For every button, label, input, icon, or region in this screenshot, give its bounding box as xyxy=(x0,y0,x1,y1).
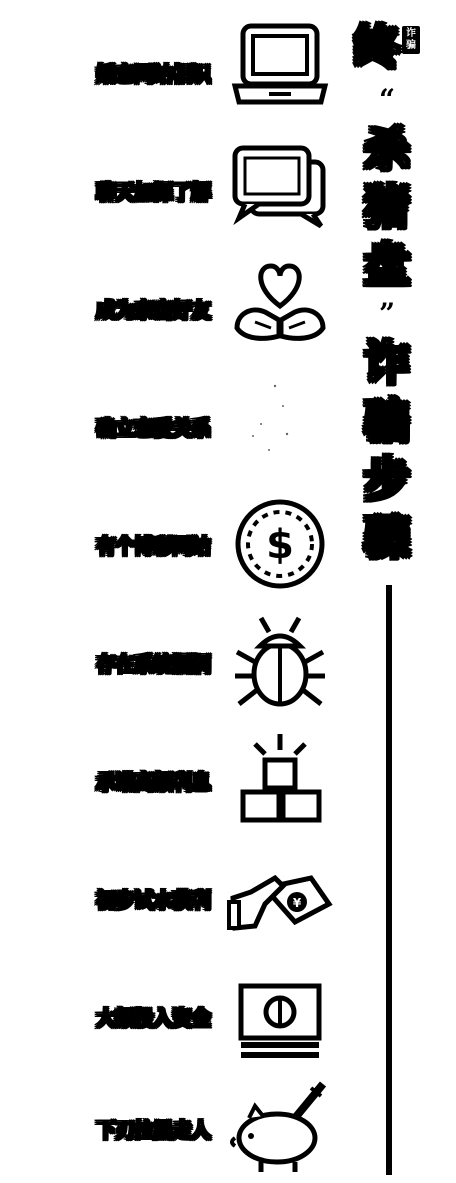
dollar-coin-icon xyxy=(225,494,335,594)
step-label: 成为亲密好友 xyxy=(96,298,210,322)
step-2 xyxy=(0,140,340,240)
step-9 xyxy=(0,966,340,1066)
title-char: 步 xyxy=(364,452,410,506)
vertical-title xyxy=(352,18,422,566)
chat-bubbles-icon xyxy=(225,140,335,240)
step-3 xyxy=(0,258,340,358)
step-7 xyxy=(0,730,340,830)
step-5 xyxy=(0,494,340,594)
laptop-icon xyxy=(225,22,335,122)
step-label: 承诺高额利息 xyxy=(96,770,210,794)
svg-text:$: $ xyxy=(266,522,294,568)
step-8 xyxy=(0,848,340,948)
step-label: 下刃拉黑走人 xyxy=(96,1118,210,1142)
cash-stack-icon xyxy=(225,966,335,1066)
money-hand-icon xyxy=(225,848,335,948)
open-quote: “ xyxy=(378,83,396,116)
title-tag: 诈骗 xyxy=(402,26,420,54)
step-4 xyxy=(0,376,340,476)
heart-hands-icon xyxy=(225,258,335,358)
vertical-divider xyxy=(386,585,392,1175)
piggy-bank-icon xyxy=(225,1078,335,1178)
close-quote: ” xyxy=(378,297,396,330)
step-6 xyxy=(0,612,340,712)
step-label: 确立恋爱关系 xyxy=(96,416,210,440)
title-char: 终 xyxy=(354,20,400,74)
step-label: 初步试水获利 xyxy=(96,888,210,912)
step-label: 存在系统漏洞 xyxy=(96,652,210,676)
title-char: 杀 xyxy=(364,122,410,176)
faint-placeholder-icon xyxy=(225,376,335,476)
step-label: 有个博彩网站 xyxy=(96,534,210,558)
step-label: 婚恋网站相识 xyxy=(96,62,210,86)
step-label: 聊天加深了解 xyxy=(96,180,210,204)
bug-icon xyxy=(225,612,335,712)
svg-text:¥: ¥ xyxy=(292,896,302,910)
step-10 xyxy=(0,1078,340,1178)
title-char: 骤 xyxy=(364,510,410,564)
gold-bars-icon xyxy=(225,730,335,830)
step-label: 大额投入资金 xyxy=(96,1006,210,1030)
title-char: 盘 xyxy=(364,238,410,292)
title-char: 猪 xyxy=(364,180,410,234)
title-zhong-row xyxy=(352,18,422,80)
step-1 xyxy=(0,22,340,122)
title-char: 骗 xyxy=(364,394,410,448)
title-char: 诈 xyxy=(364,336,410,390)
